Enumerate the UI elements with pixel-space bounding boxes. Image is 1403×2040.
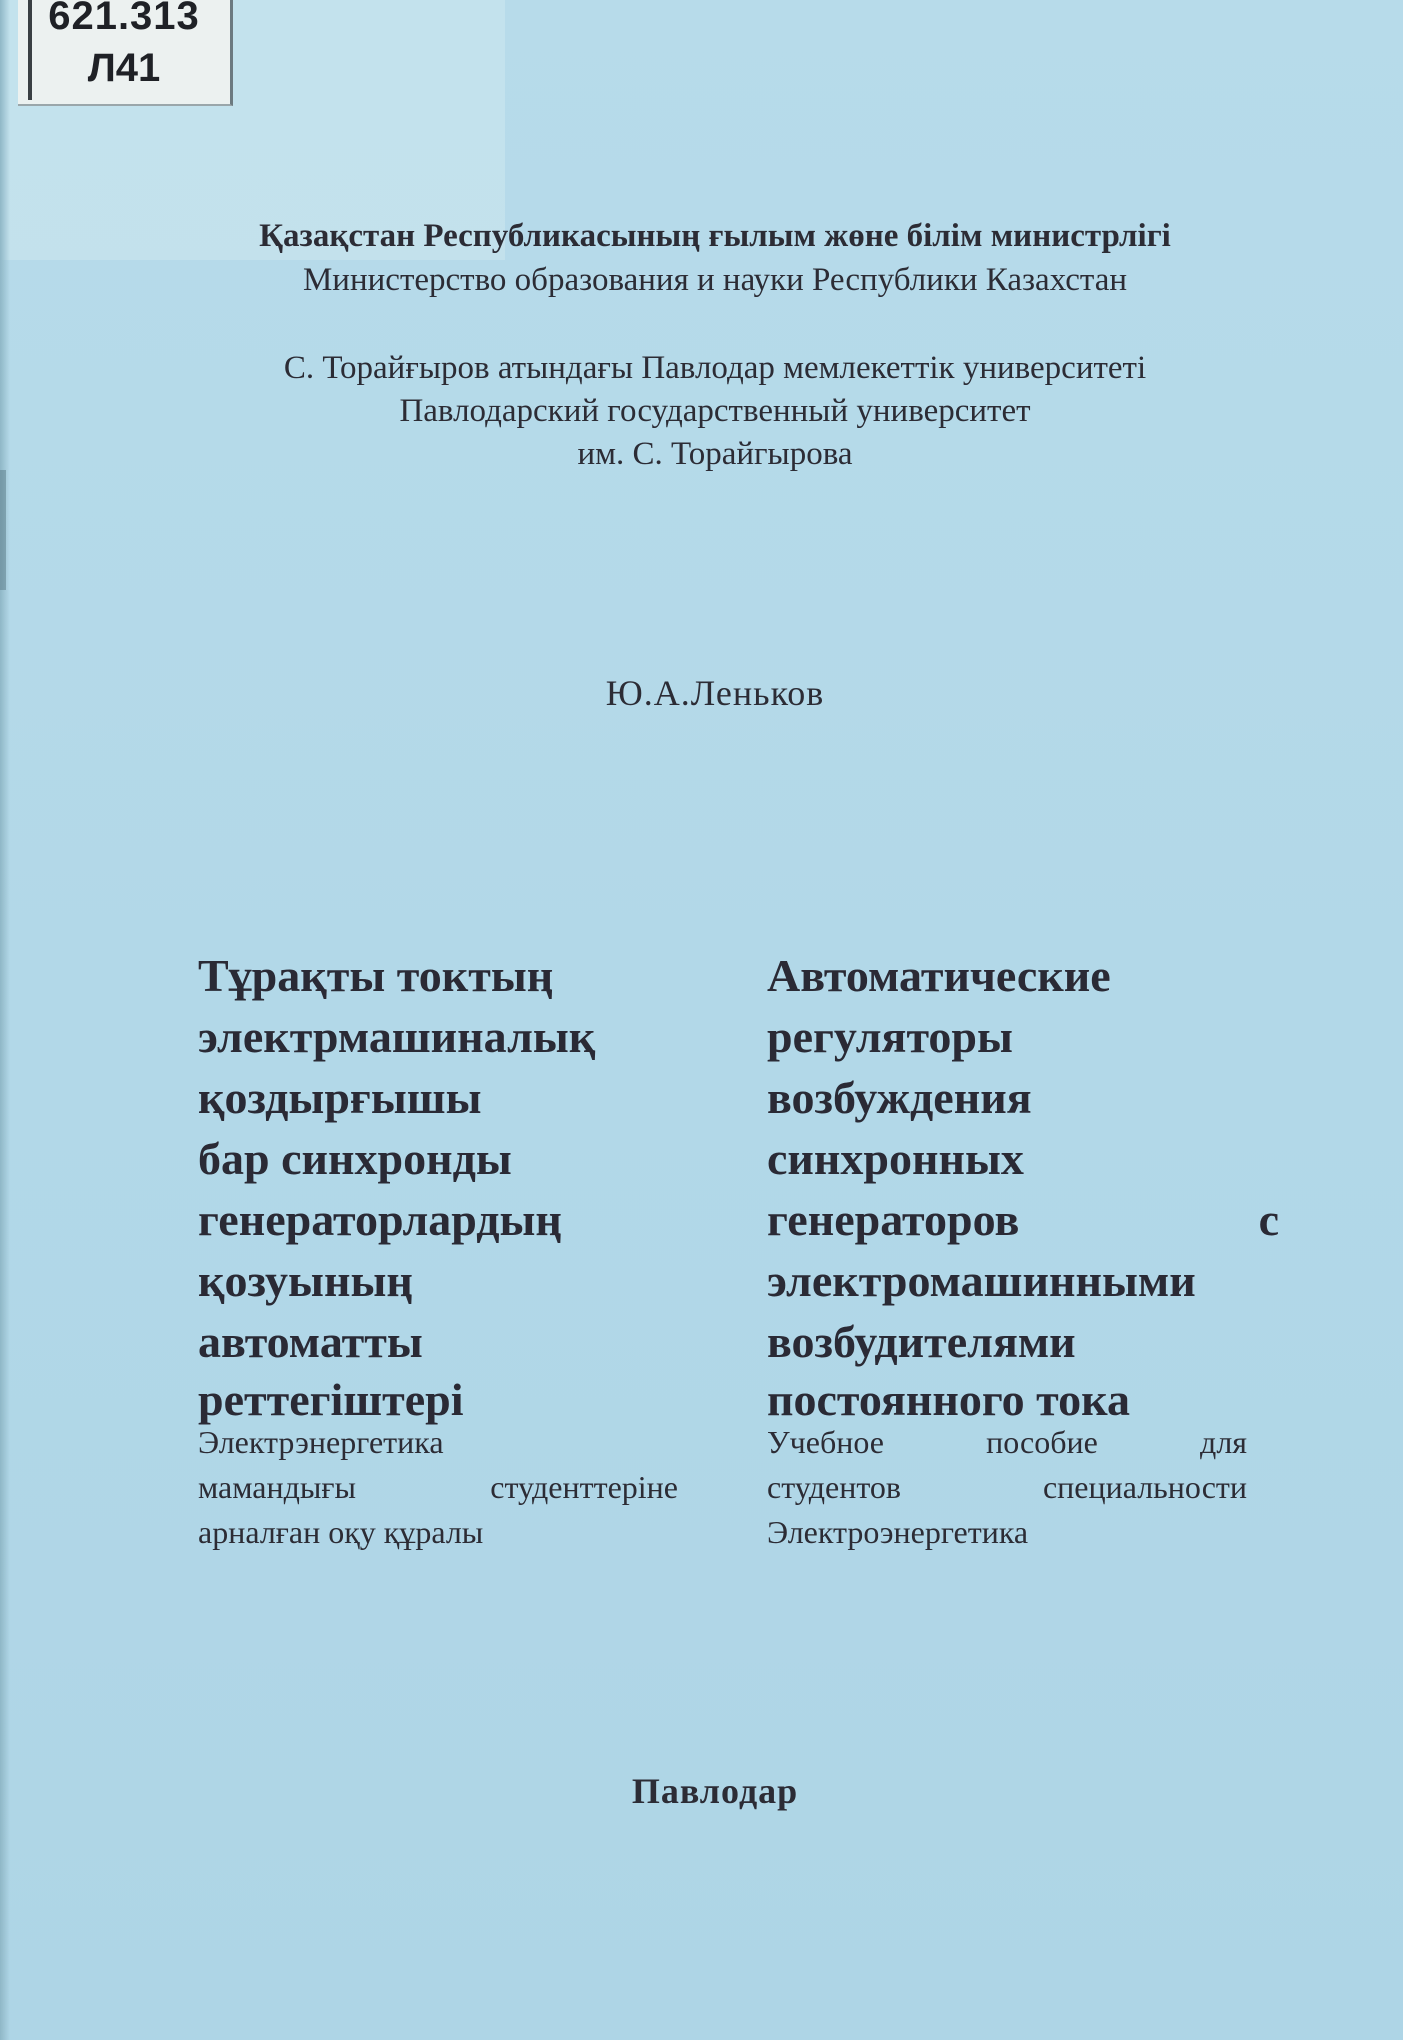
title-kz-line: электрмашиналық [198,1011,596,1062]
subtitle-ru-line1 [767,1420,1247,1465]
subtitle-kz-word: мамандығы [198,1469,356,1505]
title-kz-line: генераторлардың [198,1194,562,1245]
title-ru-line: синхронных [767,1133,1024,1184]
subtitle-ru-word: Учебное [767,1424,884,1460]
subtitle-ru-word: пособие [986,1424,1098,1460]
title-ru-word: генераторов [767,1194,1020,1245]
university-kz: С. Торайғыров атындағы Павлодар мемлекеттік университеті [283,350,1147,386]
subtitle-ru-word: специальности [1042,1469,1247,1505]
subtitle-ru-line2 [767,1465,1247,1510]
title-kz-line: бар синхронды [198,1133,512,1184]
title-kz-line: автоматты [198,1316,423,1367]
author-mark: Л41 [87,46,161,90]
title-ru-line: регуляторы [767,1011,1013,1062]
author-name: Ю.А.Леньков [605,673,825,713]
university-ru-line1: Павлодарский государственный университет [399,393,1031,429]
title-kz-column [198,945,678,1555]
title-ru-line: возбудителями [767,1316,1076,1367]
subtitle-kz-line2 [198,1465,678,1510]
title-ru-column [767,945,1279,1555]
university-ru-line2: им. С. Торайгырова [577,436,853,472]
subtitle-kz-line3: арналған оқу құралы [198,1514,484,1550]
subtitle-ru-line3: Электроэнергетика [767,1514,1029,1550]
subtitle-ru-word: для [1200,1424,1247,1460]
subtitle-kz-word: студенттеріне [490,1469,678,1505]
publication-city: Павлодар [631,1771,799,1811]
ministry-ru: Министерство образования и науки Республики Казахстан [302,262,1128,298]
classification-number: 621.313 [48,0,200,38]
title-ru-line: электромашинными [767,1255,1196,1306]
title-ru-line [767,1189,1279,1250]
title-kz-line: Тұрақты токтың [198,950,554,1001]
spine-edge [0,0,10,2040]
title-ru-line: Автоматические [767,950,1111,1001]
title-ru-line: постоянного тока [767,1374,1130,1425]
library-call-label [18,0,233,106]
title-kz-line: қозуының [198,1255,413,1306]
ministry-kz: Қазақстан Республикасының ғылым жөне білім министрлігі [259,218,1171,254]
subtitle-ru-word: студентов [767,1469,902,1505]
title-kz-line: реттегіштері [198,1374,464,1425]
spine-mark [0,470,6,590]
title-ru-line: возбуждения [767,1072,1032,1123]
subtitle-kz-line1: Электрэнергетика [198,1424,444,1460]
title-ru-word: с [1258,1194,1279,1245]
title-kz-line: қоздырғышы [198,1072,482,1123]
